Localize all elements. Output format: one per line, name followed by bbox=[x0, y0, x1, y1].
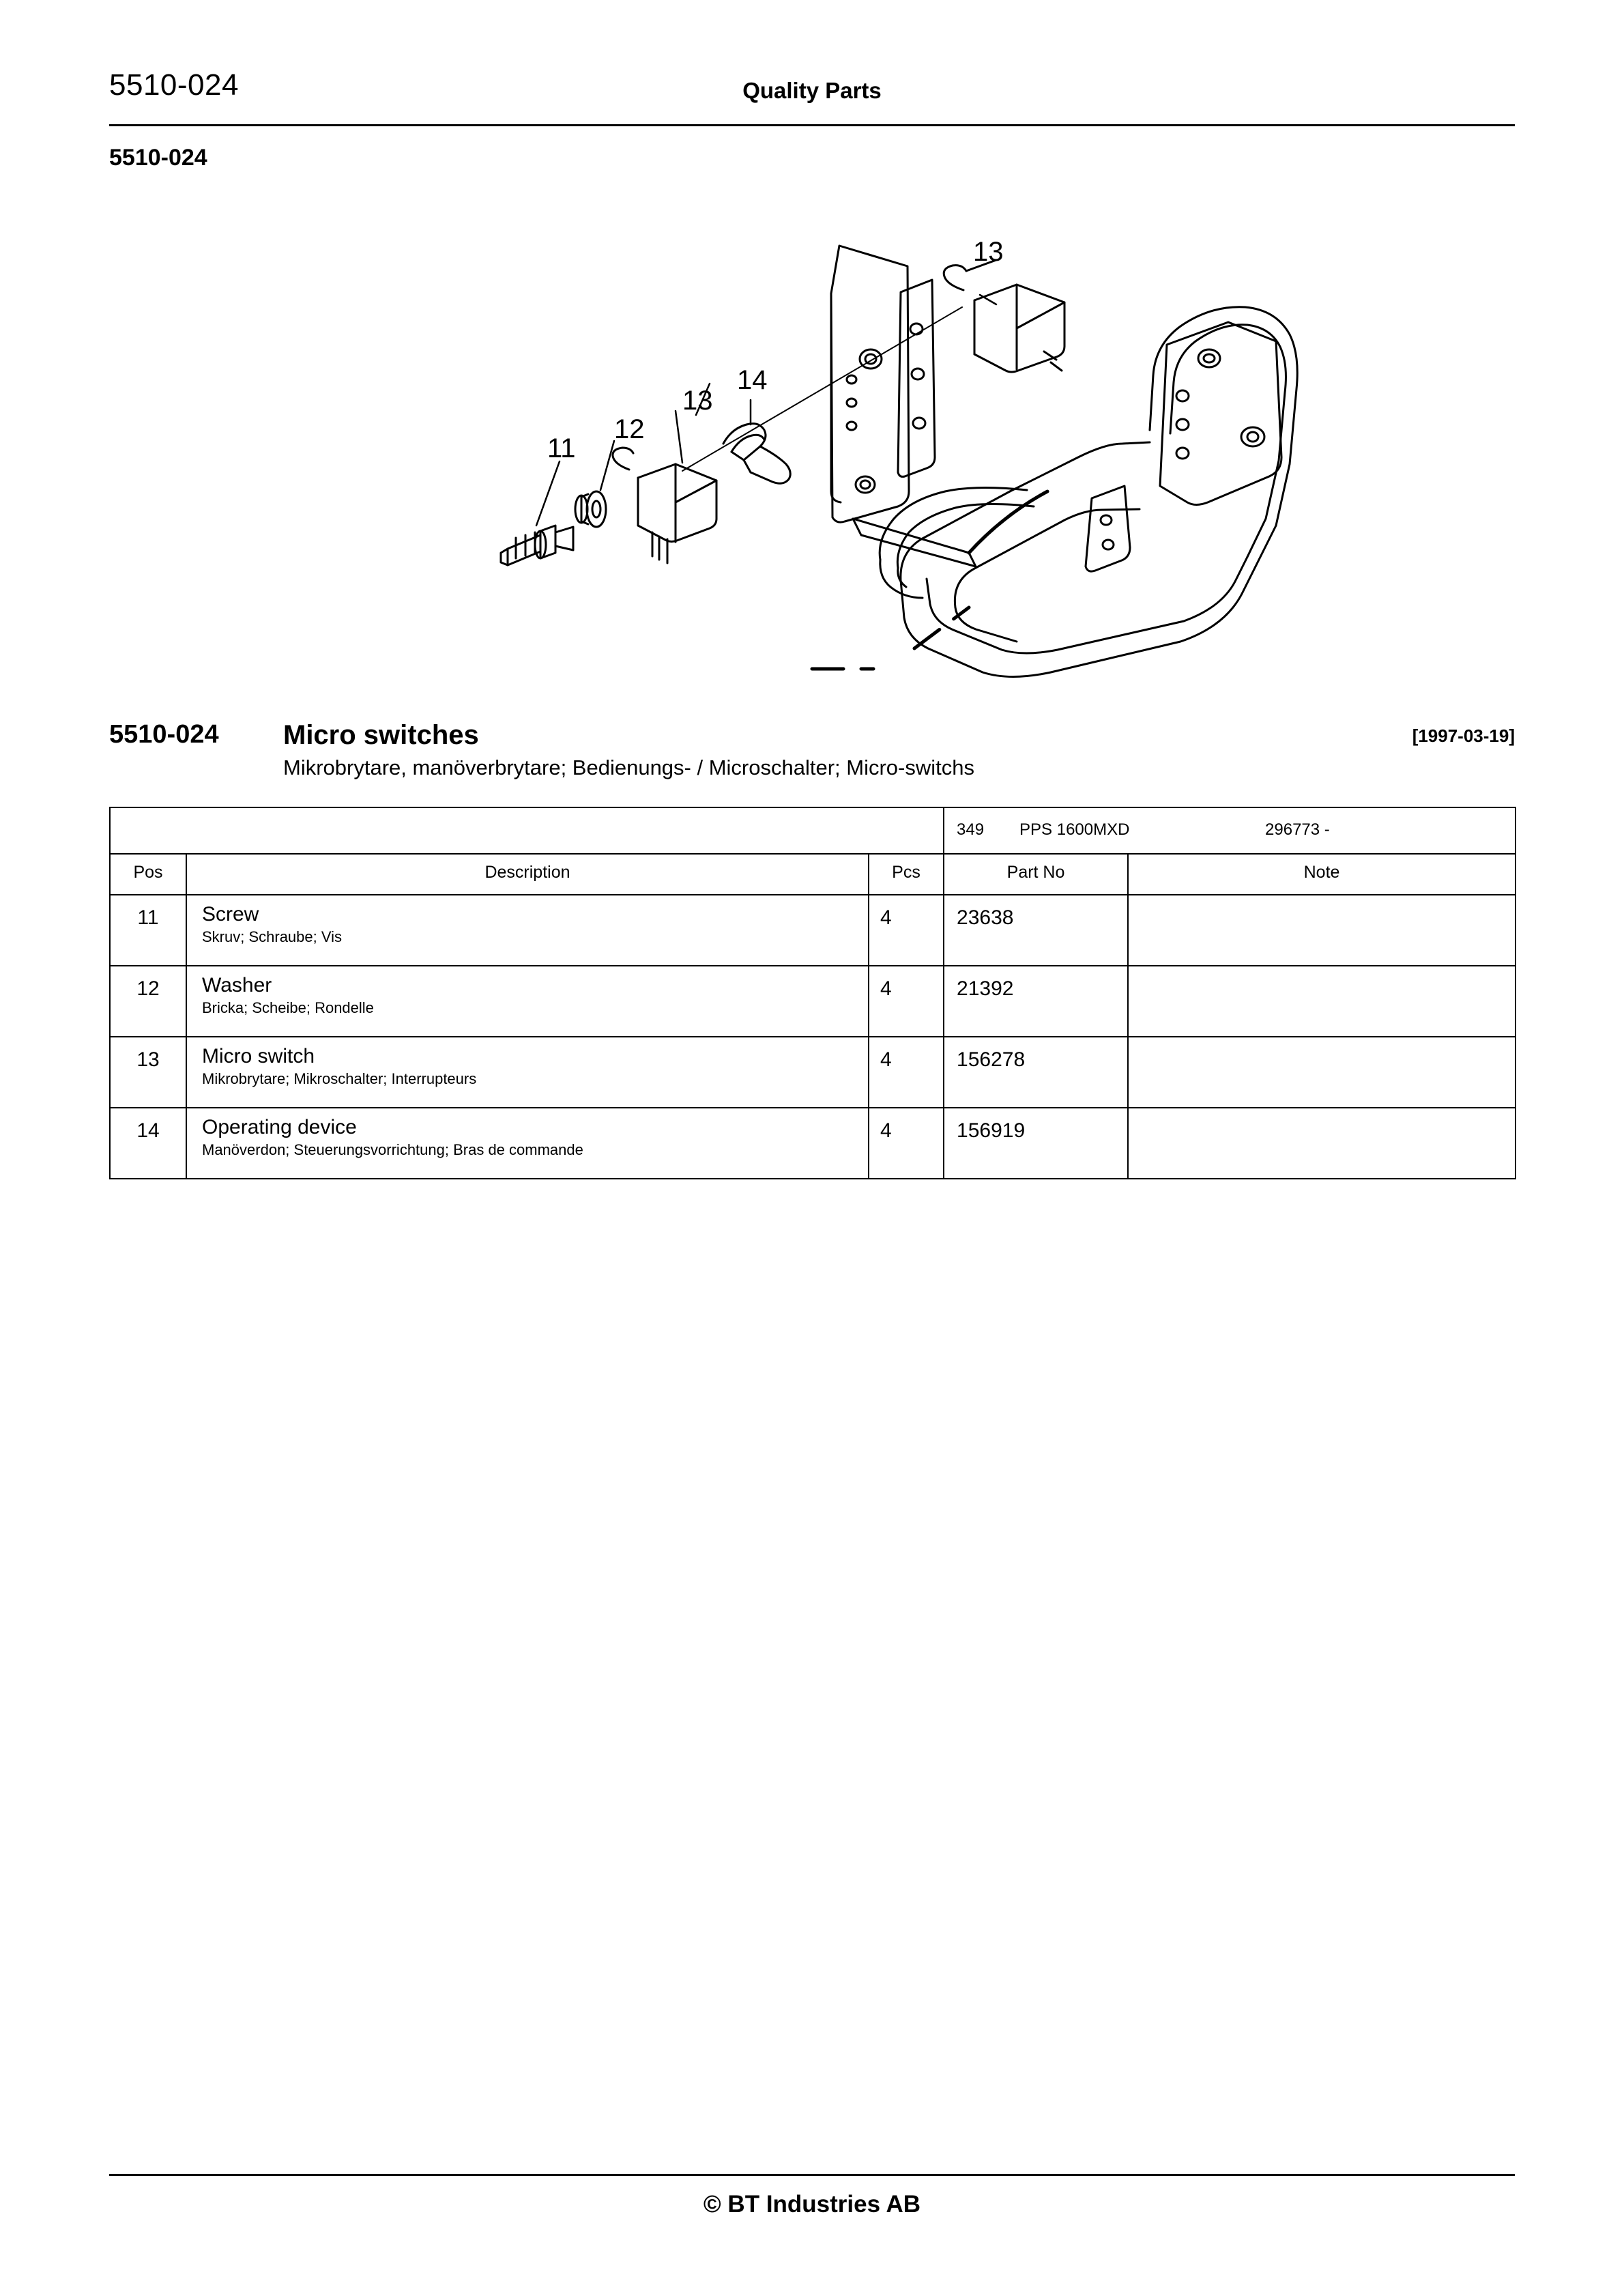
header-title: Quality Parts bbox=[742, 78, 882, 103]
column-header-part-no bbox=[944, 854, 1128, 895]
column-header-part-no-label: Part No bbox=[1006, 863, 1065, 882]
table-row bbox=[110, 1037, 1516, 1108]
column-header-note-label: Note bbox=[1303, 863, 1340, 882]
row-pos: 12 bbox=[110, 966, 186, 1037]
table-row bbox=[110, 895, 1516, 966]
row-note bbox=[1128, 966, 1516, 1037]
table-header-row bbox=[110, 854, 1516, 895]
row-description-main: Operating device bbox=[202, 1116, 357, 1138]
row-note bbox=[1128, 1037, 1516, 1108]
row-note bbox=[1128, 1108, 1516, 1179]
page-header bbox=[109, 68, 1515, 116]
variant-row bbox=[110, 807, 1516, 854]
variant-blank-cell bbox=[110, 807, 944, 854]
column-header-pcs-label: Pcs bbox=[892, 863, 920, 882]
row-description bbox=[186, 895, 869, 966]
row-pcs: 4 bbox=[869, 1037, 944, 1108]
row-description-translations: Bricka; Scheibe; Rondelle bbox=[202, 999, 374, 1016]
row-description-main: Washer bbox=[202, 974, 272, 996]
row-note bbox=[1128, 895, 1516, 966]
header-divider bbox=[109, 124, 1515, 126]
row-part-no: 156919 bbox=[944, 1108, 1128, 1179]
callout-12: 12 bbox=[614, 414, 645, 444]
callout-13-left: 13 bbox=[682, 386, 713, 416]
row-pos: 14 bbox=[110, 1108, 186, 1179]
row-description bbox=[186, 966, 869, 1037]
column-header-description bbox=[186, 854, 869, 895]
table-row bbox=[110, 966, 1516, 1037]
callout-13-top: 13 bbox=[973, 237, 1004, 267]
column-header-pos bbox=[110, 854, 186, 895]
row-description-translations: Manöverdon; Steuerungsvorrichtung; Bras de commande bbox=[202, 1140, 583, 1158]
callout-14: 14 bbox=[737, 365, 768, 395]
column-header-description-label: Description bbox=[484, 863, 570, 882]
column-header-pos-label: Pos bbox=[133, 863, 163, 882]
variant-number: 349 bbox=[957, 820, 985, 839]
part-group-name: Micro switches bbox=[283, 720, 479, 750]
row-pos: 11 bbox=[110, 895, 186, 966]
row-description-main: Screw bbox=[202, 903, 259, 925]
row-part-no: 21392 bbox=[944, 966, 1128, 1037]
parts-illustration bbox=[273, 171, 1433, 689]
row-pcs: 4 bbox=[869, 1108, 944, 1179]
row-part-no: 156278 bbox=[944, 1037, 1128, 1108]
part-group-code: 5510-024 bbox=[109, 720, 219, 749]
footer-copyright: © BT Industries AB bbox=[703, 2191, 921, 2218]
column-header-pcs bbox=[869, 854, 944, 895]
part-group-subtitle: Mikrobrytare, manöverbrytare; Bedienungs- / Microschalter; Micro-switchs bbox=[283, 756, 974, 779]
callout-11: 11 bbox=[547, 433, 576, 463]
section-code: 5510-024 bbox=[109, 145, 207, 171]
table-row bbox=[110, 1108, 1516, 1179]
row-part-no: 23638 bbox=[944, 895, 1128, 966]
column-header-note bbox=[1128, 854, 1516, 895]
part-title-block bbox=[109, 720, 1515, 788]
parts-table bbox=[109, 807, 1516, 1179]
row-description-translations: Skruv; Schraube; Vis bbox=[202, 928, 343, 945]
footer-divider bbox=[109, 2174, 1515, 2176]
revision-date: [1997-03-19] bbox=[1412, 726, 1515, 746]
row-pcs: 4 bbox=[869, 966, 944, 1037]
row-description bbox=[186, 1037, 869, 1108]
row-pos: 13 bbox=[110, 1037, 186, 1108]
row-description-main: Micro switch bbox=[202, 1045, 315, 1067]
row-pcs: 4 bbox=[869, 895, 944, 966]
variant-serial-range: 296773 - bbox=[1265, 820, 1330, 839]
row-description-translations: Mikrobrytare; Mikroschalter; Interrupteurs bbox=[202, 1070, 477, 1087]
variant-model: PPS 1600MXD bbox=[1019, 820, 1130, 839]
row-description bbox=[186, 1108, 869, 1179]
header-document-code: 5510-024 bbox=[109, 68, 239, 102]
variant-info-cell bbox=[944, 807, 1516, 854]
